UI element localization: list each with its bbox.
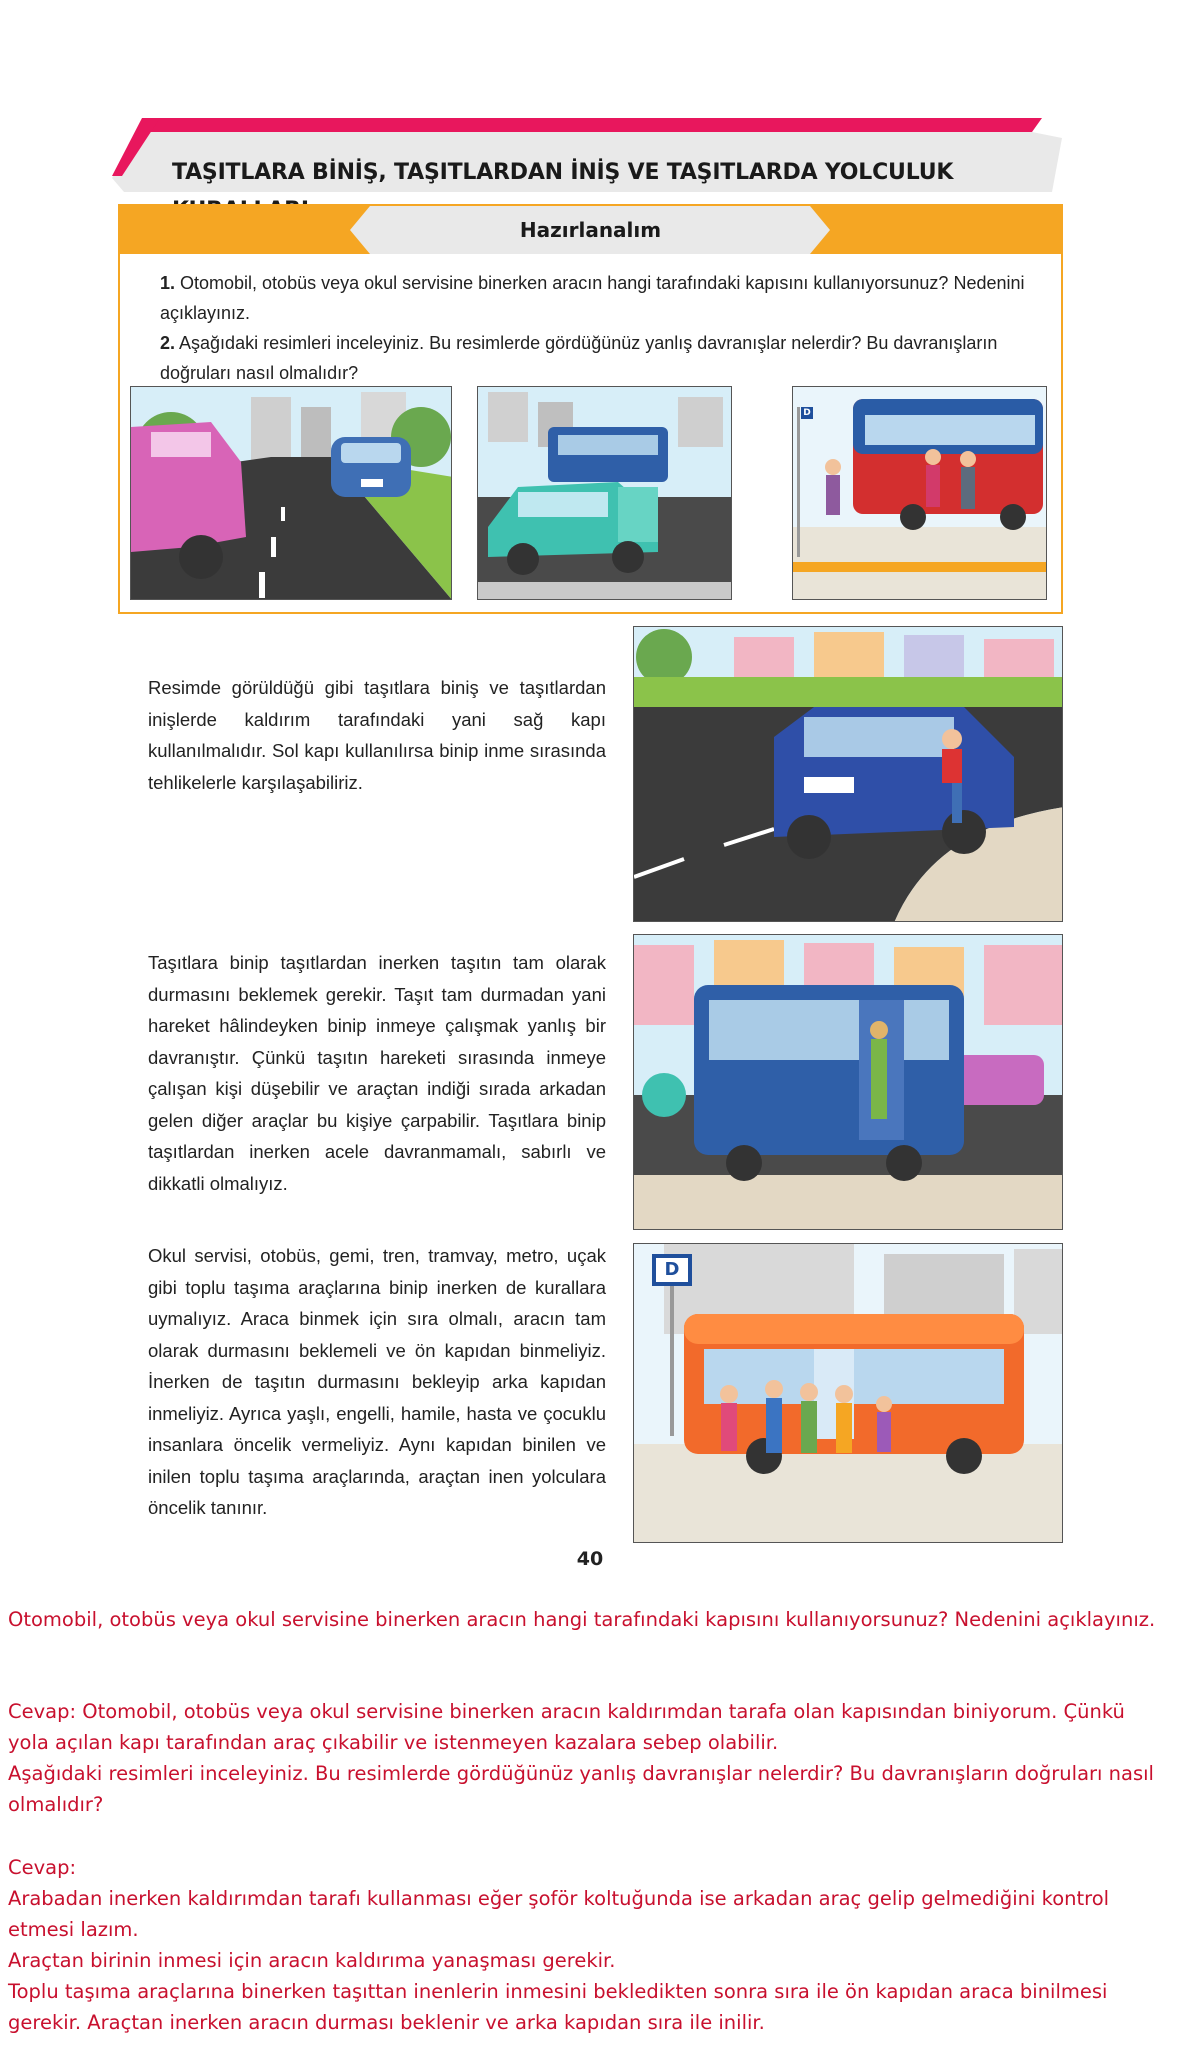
illustration-moving-vehicle	[477, 386, 732, 600]
bus-stop-sign: D	[803, 408, 811, 418]
title-banner	[112, 118, 1062, 192]
prep-box	[118, 204, 1063, 614]
illustration-car-door	[130, 386, 452, 600]
answer-2-line-2: Araçtan birinin inmesi için aracın kaldırıma yanaşması gerekir.	[8, 1949, 616, 1972]
question-1-text: Otomobil, otobüs veya okul servisine binerken aracın hangi tarafındaki kapısını kullanıyorsunuz? Nedenini açıklayınız.	[160, 273, 1025, 323]
question-2-number: 2.	[160, 333, 176, 353]
answer-1: Cevap: Otomobil, otobüs veya okul servisine binerken aracın kaldırımdan tarafa olan kapısından biniyorum. Çünkü yola açılan kapı tarafından araç çıkabilir ve istenmeyen kazalara sebep olabilir.	[8, 1700, 1125, 1754]
paragraph-right-door: Resimde görüldüğü gibi taşıtlara biniş ve taşıtlardan inişlerde kaldırım tarafındaki yani sağ kapı kullanılmalıdır. Sol kapı kullanılırsa binip inme sırasında tehlikelerle karşılaşabiliriz.	[148, 677, 606, 793]
answer-question-1: Otomobil, otobüs veya okul servisine binerken aracın hangi tarafındaki kapısını kullanıyorsunuz? Nedenini açıklayınız.	[8, 1608, 1156, 1631]
answer-question-2: Aşağıdaki resimleri inceleyiniz. Bu resimlerde gördüğünüz yanlış davranışlar nelerdir? Bu davranışların doğruları nasıl olmalıdır?	[8, 1762, 1154, 1816]
page-number: 40	[576, 1548, 604, 1570]
paragraph-public-transport: Okul servisi, otobüs, gemi, tren, tramvay, metro, uçak gibi toplu taşıma araçlarına binip inerken de kurallara uymalıyız. Araca binmek için sıra olmalı, aracın tam olarak durmasını beklemeli ve ön kapıdan binmeliyiz. İnerken de taşıtın durmasını bekleyip arka kapıdan inmeliyiz. Ayrıca yaşlı, engelli, hamile, hasta ve çocuklu insanlara öncelik vermeliyiz. Aynı kapıdan binilen ve inilen toplu taşıma araçlarında, araçtan inen yolculara öncelik tanınır.	[148, 1245, 606, 1518]
answer-2-label: Cevap:	[8, 1856, 77, 1879]
question-1	[160, 268, 1030, 328]
answer-2-line-1: Arabadan inerken kaldırımdan tarafı kullanması eğer şoför koltuğunda ise arkadan araç gelip gelmediğini kontrol etmesi lazım.	[8, 1887, 1110, 1941]
illustration-bus-stop-crowd	[792, 386, 1047, 600]
illustration-bus-queue	[633, 1243, 1063, 1543]
question-2-text: Aşağıdaki resimleri inceleyiniz. Bu resimlerde gördüğünüz yanlış davranışlar nelerdir? Bu davranışların doğruları nasıl olmalıdır?	[160, 333, 998, 383]
paragraph-wait-stop: Taşıtlara binip taşıtlardan inerken taşıtın tam olarak durmasını beklemek gerekir. Taşıt tam durmadan yani hareket hâlindeyken binip inmeye çalışmak yanlış bir davranıştır. Çünkü taşıtın hareketi sırasında inmeye çalışan kişi düşebilir ve araçtan indiği sırada arkadan gelen diğer araçlar bu kişiye çarpabilir. Taşıtlara binip taşıtlardan inerken acele davranmamalı, sabırlı ve dikkatli olmalıyız.	[148, 952, 606, 1194]
bus-stop-sign-large: D	[664, 1259, 680, 1280]
illustration-van-curbside	[633, 626, 1063, 922]
prep-header	[120, 206, 1061, 254]
illustration-minibus-stopped	[633, 934, 1063, 1230]
page-title: TAŞITLARA BİNİŞ, TAŞITLARDAN İNİŞ VE TAŞITLARDA YOLCULUK	[172, 160, 954, 185]
prep-title: Hazırlanalım	[519, 218, 662, 242]
question-2	[160, 328, 1030, 388]
question-1-number: 1.	[160, 273, 176, 293]
answer-2-line-3: Toplu taşıma araçlarına binerken taşıttan inenlerin inmesini bekledikten sonra sıra ile ön kapıdan araca binilmesi gerekir. Araçtan inerken aracın durması beklenir ve arka kapıdan sıra ile inilir.	[8, 1980, 1108, 2034]
